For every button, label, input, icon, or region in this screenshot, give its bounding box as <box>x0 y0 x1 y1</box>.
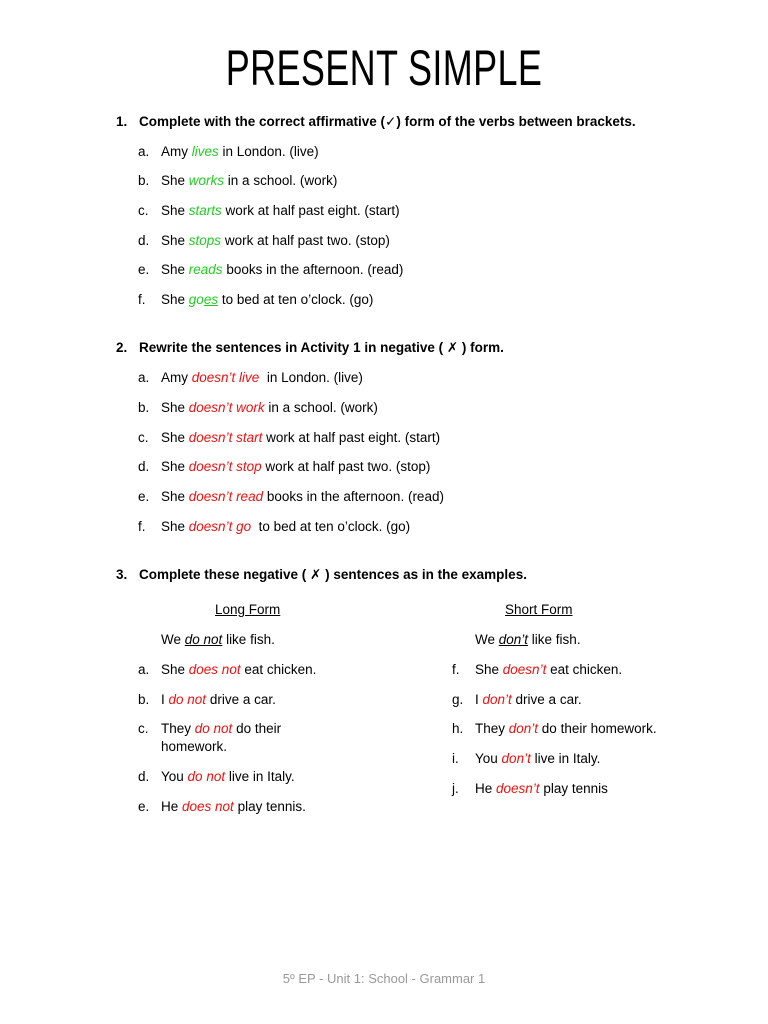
item-letter: a. <box>138 662 150 677</box>
question-3-prompt <box>116 567 527 583</box>
answer-text: doesn’t work <box>188 400 265 415</box>
list-item <box>138 662 316 677</box>
item-text: She <box>161 519 189 534</box>
item-text: She <box>161 233 189 248</box>
answer-text: works <box>188 173 225 188</box>
item-text: play tennis <box>539 781 608 796</box>
item-text: to bed at ten o’clock. (go) <box>251 519 411 534</box>
item-text: live in Italy. <box>225 769 295 784</box>
question-text: Complete these negative ( ✗ ) sentences as in the examples. <box>139 567 527 582</box>
item-text: You <box>161 769 188 784</box>
list-item <box>452 692 582 707</box>
list-item <box>138 721 281 736</box>
item-letter: e. <box>138 799 150 814</box>
item-text: books in the afternoon. (read) <box>263 489 444 504</box>
item-text: eat chicken. <box>546 662 623 677</box>
item-letter: d. <box>138 233 150 248</box>
answer-text: do not <box>187 769 226 784</box>
question-1-prompt <box>116 114 636 130</box>
answer-text: doesn’t read <box>188 489 264 504</box>
item-text: like fish. <box>528 632 581 647</box>
item-text: They <box>475 721 509 736</box>
item-text: I <box>161 692 169 707</box>
list-item <box>452 781 608 796</box>
item-letter: j. <box>452 781 459 796</box>
item-text: work at half past two. (stop) <box>221 233 390 248</box>
item-letter: e. <box>138 262 150 277</box>
item-text: work at half past eight. (start) <box>221 203 400 218</box>
item-letter: e. <box>138 489 150 504</box>
item-text: Amy <box>161 370 192 385</box>
answer-text: doesn’t stop <box>188 459 262 474</box>
answer-text-underlined: es <box>203 292 219 307</box>
item-letter: a. <box>138 370 150 385</box>
item-letter: i. <box>452 751 459 766</box>
item-text: like fish. <box>222 632 275 647</box>
item-text: She <box>161 400 189 415</box>
list-item <box>138 799 306 814</box>
item-text: They <box>161 721 195 736</box>
item-text: She <box>475 662 503 677</box>
item-text: She <box>161 173 189 188</box>
answer-text: doesn’t start <box>188 430 263 445</box>
list-item <box>138 370 363 385</box>
list-item <box>138 489 444 504</box>
item-letter: a. <box>138 144 150 159</box>
item-letter: c. <box>138 430 149 445</box>
short-form-heading: Short Form <box>505 602 573 617</box>
list-item <box>138 430 440 445</box>
item-letter: d. <box>138 769 150 784</box>
item-text: She <box>161 459 189 474</box>
list-item <box>452 662 622 677</box>
list-item <box>138 769 295 784</box>
list-item-continuation: homework. <box>161 739 228 754</box>
answer-text: don’t <box>501 751 531 766</box>
question-number: 1. <box>116 114 128 129</box>
answer-text: stops <box>188 233 222 248</box>
list-item <box>138 292 373 307</box>
question-2-prompt <box>116 340 504 356</box>
answer-text: doesn’t live <box>191 370 260 385</box>
question-text: Rewrite the sentences in Activity 1 in negative ( ✗ ) form. <box>139 340 504 355</box>
page-title: PRESENT SIMPLE <box>225 40 543 96</box>
answer-text: do not <box>194 721 233 736</box>
item-text: I <box>475 692 483 707</box>
item-text: in London. (live) <box>218 144 319 159</box>
item-text: in a school. (work) <box>224 173 338 188</box>
question-text: Complete with the correct affirmative (✓) form of the verbs between brackets. <box>139 114 636 129</box>
list-item <box>138 144 319 159</box>
item-letter: c. <box>138 721 149 736</box>
item-text: eat chicken. <box>240 662 317 677</box>
item-text: drive a car. <box>511 692 582 707</box>
list-item <box>452 721 657 736</box>
answer-text: reads <box>188 262 223 277</box>
example-answer: don’t <box>498 632 529 647</box>
long-form-heading: Long Form <box>215 602 281 617</box>
item-text: work at half past eight. (start) <box>262 430 441 445</box>
item-text: She <box>161 430 189 445</box>
question-number: 2. <box>116 340 128 355</box>
list-item <box>138 173 337 188</box>
item-letter: f. <box>138 519 146 534</box>
answer-text: doesn’t go <box>188 519 252 534</box>
item-text: She <box>161 662 189 677</box>
item-letter: b. <box>138 400 150 415</box>
answer-text: doesn’t <box>496 781 540 796</box>
item-text: She <box>161 262 189 277</box>
item-text: books in the afternoon. (read) <box>222 262 404 277</box>
item-text: He <box>161 799 183 814</box>
answer-text: don’t <box>508 721 539 736</box>
answer-text: doesn’t <box>502 662 547 677</box>
item-text: live in Italy. <box>530 751 601 766</box>
item-text: work at half past two. (stop) <box>261 459 431 474</box>
item-text: in a school. (work) <box>264 400 378 415</box>
list-item <box>138 459 430 474</box>
item-text: to bed at ten o’clock. (go) <box>218 292 374 307</box>
item-text: do their <box>232 721 282 736</box>
list-item <box>138 203 400 218</box>
list-item <box>138 233 390 248</box>
answer-text: lives <box>191 144 219 159</box>
item-text: She <box>161 292 189 307</box>
short-form-example <box>475 632 581 647</box>
item-letter: c. <box>138 203 149 218</box>
answer-text: go <box>188 292 204 307</box>
item-text: in London. (live) <box>259 370 363 385</box>
item-text: do their homework. <box>538 721 657 736</box>
page-footer: 5º EP - Unit 1: School - Grammar 1 <box>282 971 486 986</box>
item-text: She <box>161 203 189 218</box>
item-letter: d. <box>138 459 150 474</box>
list-item <box>138 692 276 707</box>
item-text: She <box>161 489 189 504</box>
list-item <box>138 400 378 415</box>
item-text: We <box>161 632 185 647</box>
item-letter: g. <box>452 692 464 707</box>
item-text: He <box>475 781 497 796</box>
answer-text: do not <box>168 692 207 707</box>
item-text: Amy <box>161 144 192 159</box>
item-letter: b. <box>138 692 150 707</box>
question-number: 3. <box>116 567 128 582</box>
item-text: play tennis. <box>233 799 306 814</box>
answer-text: starts <box>188 203 222 218</box>
item-text: drive a car. <box>206 692 276 707</box>
example-answer: do not <box>184 632 223 647</box>
item-text: We <box>475 632 499 647</box>
list-item <box>138 519 410 534</box>
item-letter: b. <box>138 173 150 188</box>
item-letter: f. <box>138 292 146 307</box>
answer-text: don’t <box>482 692 512 707</box>
list-item <box>452 751 600 766</box>
answer-text: does not <box>182 799 234 814</box>
item-letter: f. <box>452 662 460 677</box>
item-text: You <box>475 751 502 766</box>
long-form-example <box>161 632 275 647</box>
item-letter: h. <box>452 721 464 736</box>
list-item <box>138 262 403 277</box>
answer-text: does not <box>188 662 241 677</box>
